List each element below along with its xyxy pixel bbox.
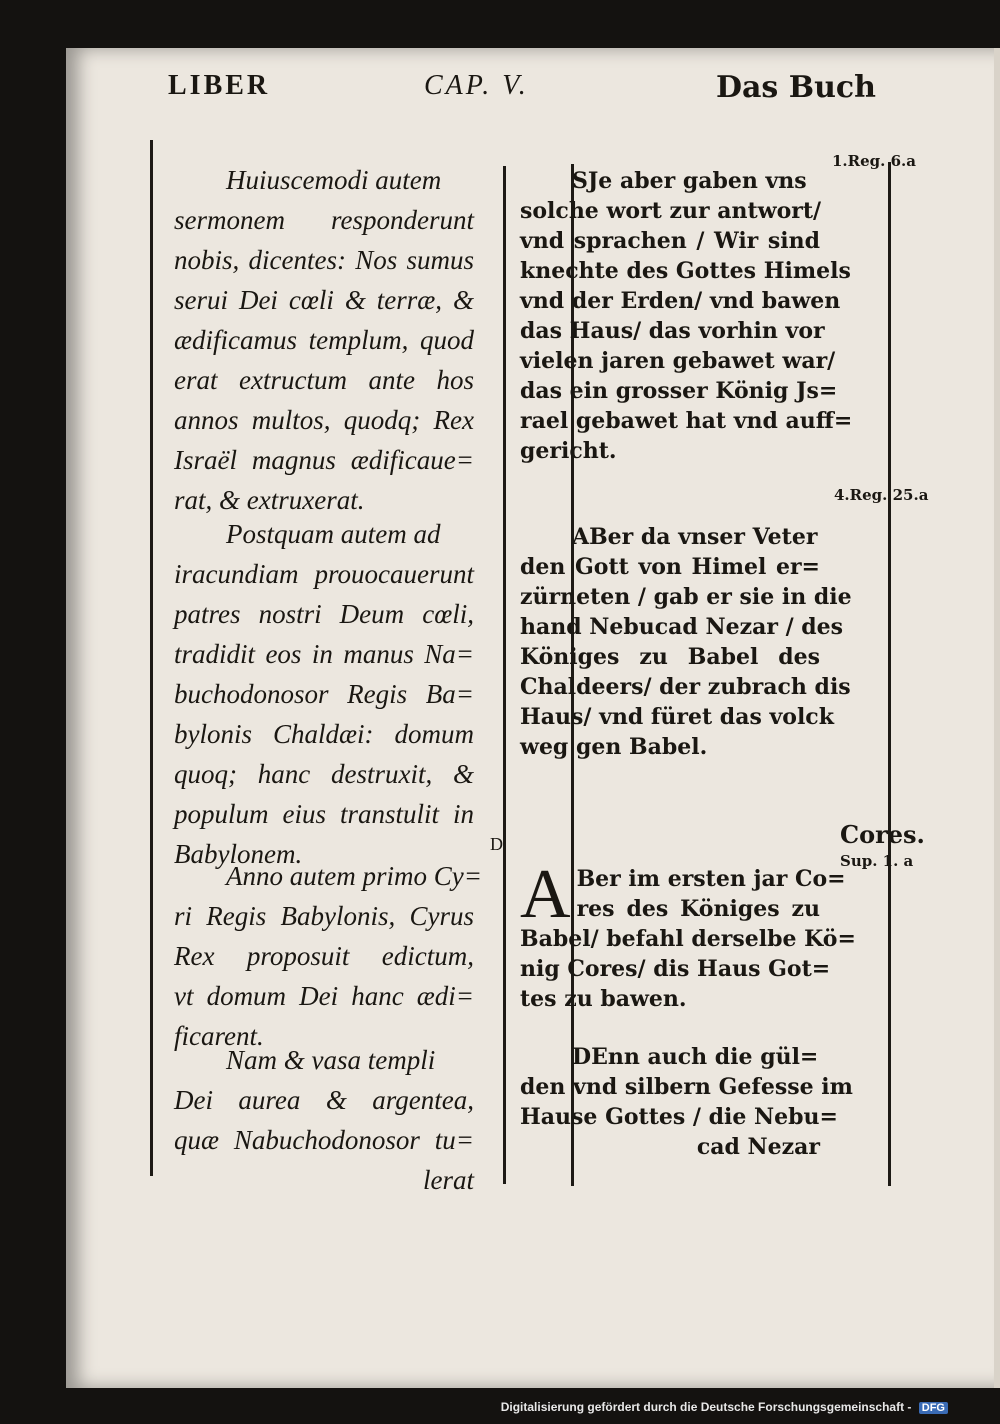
latin-line: Anno autem primo Cy= [226,861,482,891]
german-line: Königes zu Babel des [520,644,820,670]
latin-line: rat, & extruxerat. [174,485,365,515]
margin-reference: 4.Reg. 25.a [834,486,929,504]
german-line: Babel/ befahl derselbe Kö= [520,926,856,952]
german-line: ABer da vnser Veter [572,524,818,550]
latin-line: populum eius transtulit in [174,799,474,829]
german-line: rael gebawet hat vnd auff= [520,408,853,434]
latin-paragraph [174,514,474,874]
german-line: vnd sprachen / Wir sind [520,228,820,254]
latin-line: nobis, dicentes: Nos sumus [174,245,474,275]
german-line: res des Königes zu [576,896,820,922]
latin-paragraph [174,856,482,1056]
margin-note-cores: Cores. [840,820,925,849]
german-line: knechte des Gottes Himels [520,258,851,284]
german-line: das Haus/ das vorhin vor [520,318,825,344]
german-line: den Gott von Himel er= [520,554,820,580]
latin-line: erat extructum ante hos [174,365,474,395]
latin-line: buchodonosor Regis Ba= [174,679,474,709]
dfg-logo: DFG [919,1402,948,1414]
latin-line: Israël magnus ædificaue= [174,445,474,475]
german-paragraph [520,856,856,1014]
latin-line: Nam & vasa templi [226,1045,436,1075]
left-gutter-rule [503,166,506,1184]
latin-line: iracundiam prouocauerunt [174,559,474,589]
digitization-credit [501,1400,948,1414]
latin-line: Dei aurea & argentea, [174,1085,474,1115]
running-head-right: Das Buch [715,70,876,105]
german-line: gericht. [520,438,617,464]
running-head-left: LIBER [168,70,271,101]
latin-line: patres nostri Deum cœli, [174,599,474,629]
drop-cap: A [520,856,571,933]
latin-line: Babylonem. [174,839,303,869]
latin-paragraph [174,160,474,520]
margin-reference: Sup. 1. a [840,852,914,870]
german-line: Hause Gottes / die Nebu= [520,1104,838,1130]
german-line: Chaldeers/ der zubrach dis [520,674,851,700]
latin-line: serui Dei cœli & terræ, & [174,285,474,315]
german-line: Haus/ vnd füret das volck [520,704,834,730]
german-line: zürneten / gab er sie in die [520,584,852,610]
running-head-chapter: CAP. V. [424,70,529,101]
latin-line: quoq; hanc destruxit, & [174,759,474,789]
german-line: vnd der Erden/ vnd bawen [520,288,841,314]
latin-line: ri Regis Babylonis, Cyrus [174,901,474,931]
german-line: tes zu bawen. [520,986,687,1012]
latin-line: sermonem responderunt [174,205,474,235]
latin-line: tradidit eos in manus Na= [174,639,474,669]
latin-line: Rex proposuit edictum, [174,941,474,971]
german-line: hand Nebucad Nezar / des [520,614,844,640]
german-line: weg gen Babel. [520,734,708,760]
german-line: SJe aber gaben vns [572,168,807,194]
latin-catchword: lerat [423,1165,474,1195]
latin-line: annos multos, quodq; Rex [174,405,474,435]
german-line: DEnn auch die gül= [572,1044,819,1070]
left-column-rule [150,140,153,1176]
latin-line: Postquam autem ad [226,519,441,549]
german-line: den vnd silbern Gefesse im [520,1074,853,1100]
latin-line: quæ Nabuchodonosor tu= [174,1125,474,1155]
margin-reference: 1.Reg. 6.a [832,152,916,170]
latin-paragraph [174,1040,474,1200]
german-line: nig Cores/ dis Haus Got= [520,956,831,982]
credit-text: Digitalisierung gefördert durch die Deutsche Forschungsgemeinschaft - [500,1400,912,1414]
german-paragraph [520,166,853,466]
latin-line: Huiuscemodi autem [226,165,442,195]
german-paragraph [520,1042,853,1162]
german-line: solche wort zur antwort/ [520,198,822,224]
german-line: vielen jaren gebawet war/ [520,348,836,374]
right-column-rule [888,162,891,1186]
german-paragraph [520,522,852,762]
latin-line: ædificamus templum, quod [174,325,474,355]
latin-line: vt domum Dei hanc ædi= [174,981,474,1011]
german-catchword: cad Nezar [696,1134,820,1160]
german-line: das ein grosser König Js= [520,378,838,404]
german-line: Ber im ersten jar Co= [576,866,846,892]
signature-letter: D [490,834,503,854]
latin-line: bylonis Chaldæi: domum [174,719,474,749]
latin-line: ficarent. [174,1021,264,1051]
page-edge [994,48,1000,1388]
